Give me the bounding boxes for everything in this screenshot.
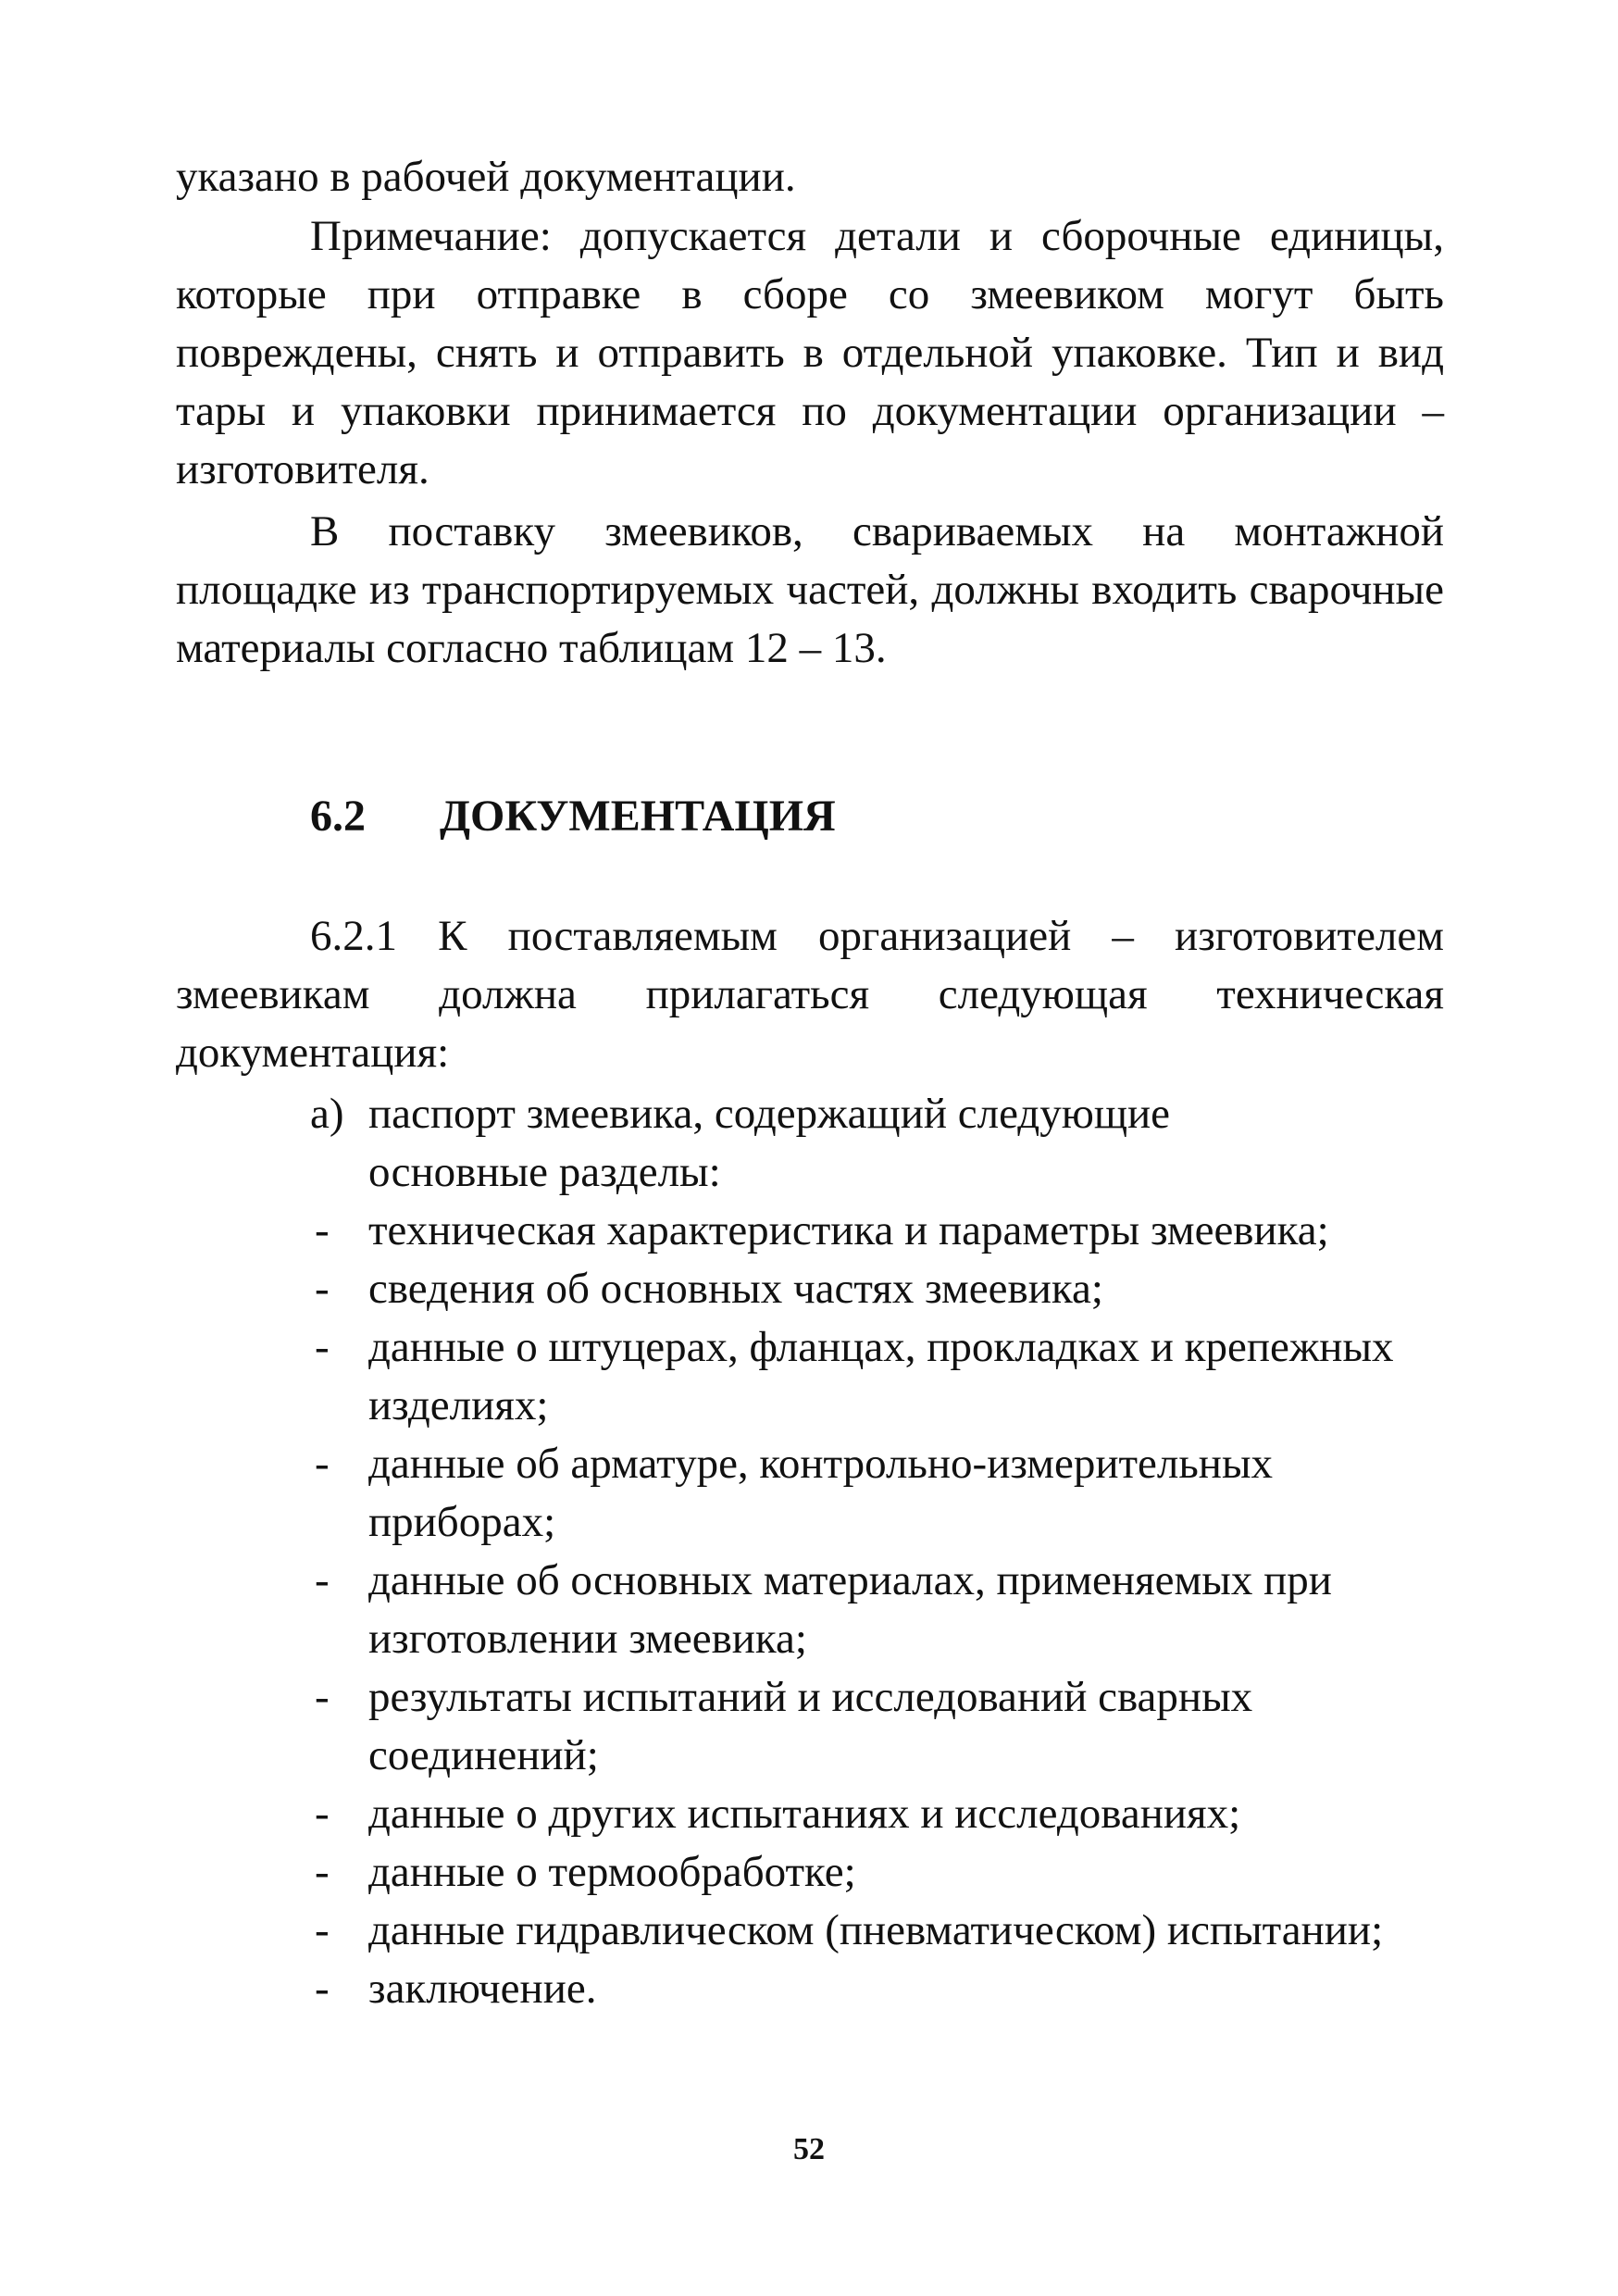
- list-dash: -: [315, 1906, 330, 1954]
- list-dash: -: [315, 1673, 330, 1721]
- list-item-text: данные об арматуре, контрольно-измерительных приборах;: [368, 1440, 1274, 1546]
- list-item: [310, 1202, 1421, 1260]
- list-dash: -: [315, 1965, 330, 2013]
- list-dash: -: [315, 1265, 330, 1313]
- page-number: 52: [793, 2132, 825, 2166]
- list-item-text: техническая характеристика и параметры змеевика;: [368, 1206, 1329, 1254]
- list-item: [310, 1668, 1421, 1785]
- list-dash: -: [315, 1440, 330, 1488]
- list-item: [310, 1785, 1421, 1843]
- list-item: [310, 1260, 1421, 1318]
- list-item: [310, 1902, 1421, 1960]
- list-dash: -: [315, 1790, 330, 1838]
- list-item-a-text: паспорт змеевика, содержащий следующие основные разделы:: [368, 1090, 1171, 1196]
- list-item: [310, 1960, 1421, 2018]
- passport-sections-list: [310, 1202, 1421, 2018]
- list-item-text: результаты испытаний и исследований сварных соединений;: [368, 1673, 1253, 1779]
- list-item: [310, 1552, 1421, 1668]
- list-dash: -: [315, 1556, 330, 1604]
- list-item-a-marker: а): [310, 1090, 344, 1138]
- list-item: [310, 1843, 1421, 1902]
- section-heading: [310, 789, 836, 844]
- section-title: ДОКУМЕНТАЦИЯ: [440, 792, 836, 841]
- list-item-text: сведения об основных частях змеевика;: [368, 1265, 1103, 1313]
- list-item-text: данные о штуцерах, фланцах, прокладках и крепежных изделиях;: [368, 1323, 1394, 1429]
- list-item: [310, 1318, 1421, 1435]
- list-dash: -: [315, 1206, 330, 1254]
- paragraph-note: Примечание: допускается детали и сборочные единицы, которые при отправке в сборе со змеевиком могут быть повреждены, снять и отправить в отдельной упаковке. Тип и вид тары и упаковки принимается по документации организации – изготовителя.: [176, 212, 1444, 493]
- list-item-text: данные гидравлическом (пневматическом) испытании;: [368, 1906, 1384, 1954]
- list-dash: -: [315, 1323, 330, 1371]
- clause-6-2-1: 6.2.1 К поставляемым организацией – изготовителем змеевикам должна прилагаться следующая техническая документация:: [176, 912, 1444, 1077]
- list-item-text: данные о других испытаниях и исследованиях;: [368, 1790, 1241, 1838]
- list-item-text: данные об основных материалах, применяемых при изготовлении змеевика;: [368, 1556, 1332, 1663]
- paragraph-supply: В поставку змеевиков, свариваемых на монтажной площадке из транспортируемых частей, должны входить сварочные материалы согласно таблицам 12 – 13.: [176, 507, 1444, 672]
- section-number: 6.2: [310, 792, 366, 841]
- list-dash: -: [315, 1848, 330, 1896]
- list-item-text: заключение.: [368, 1965, 597, 2013]
- paragraph-continuation: указано в рабочей документации.: [176, 153, 796, 201]
- list-item-a: [310, 1085, 1328, 1202]
- list-item-text: данные о термообработке;: [368, 1848, 856, 1896]
- list-item: [310, 1435, 1421, 1552]
